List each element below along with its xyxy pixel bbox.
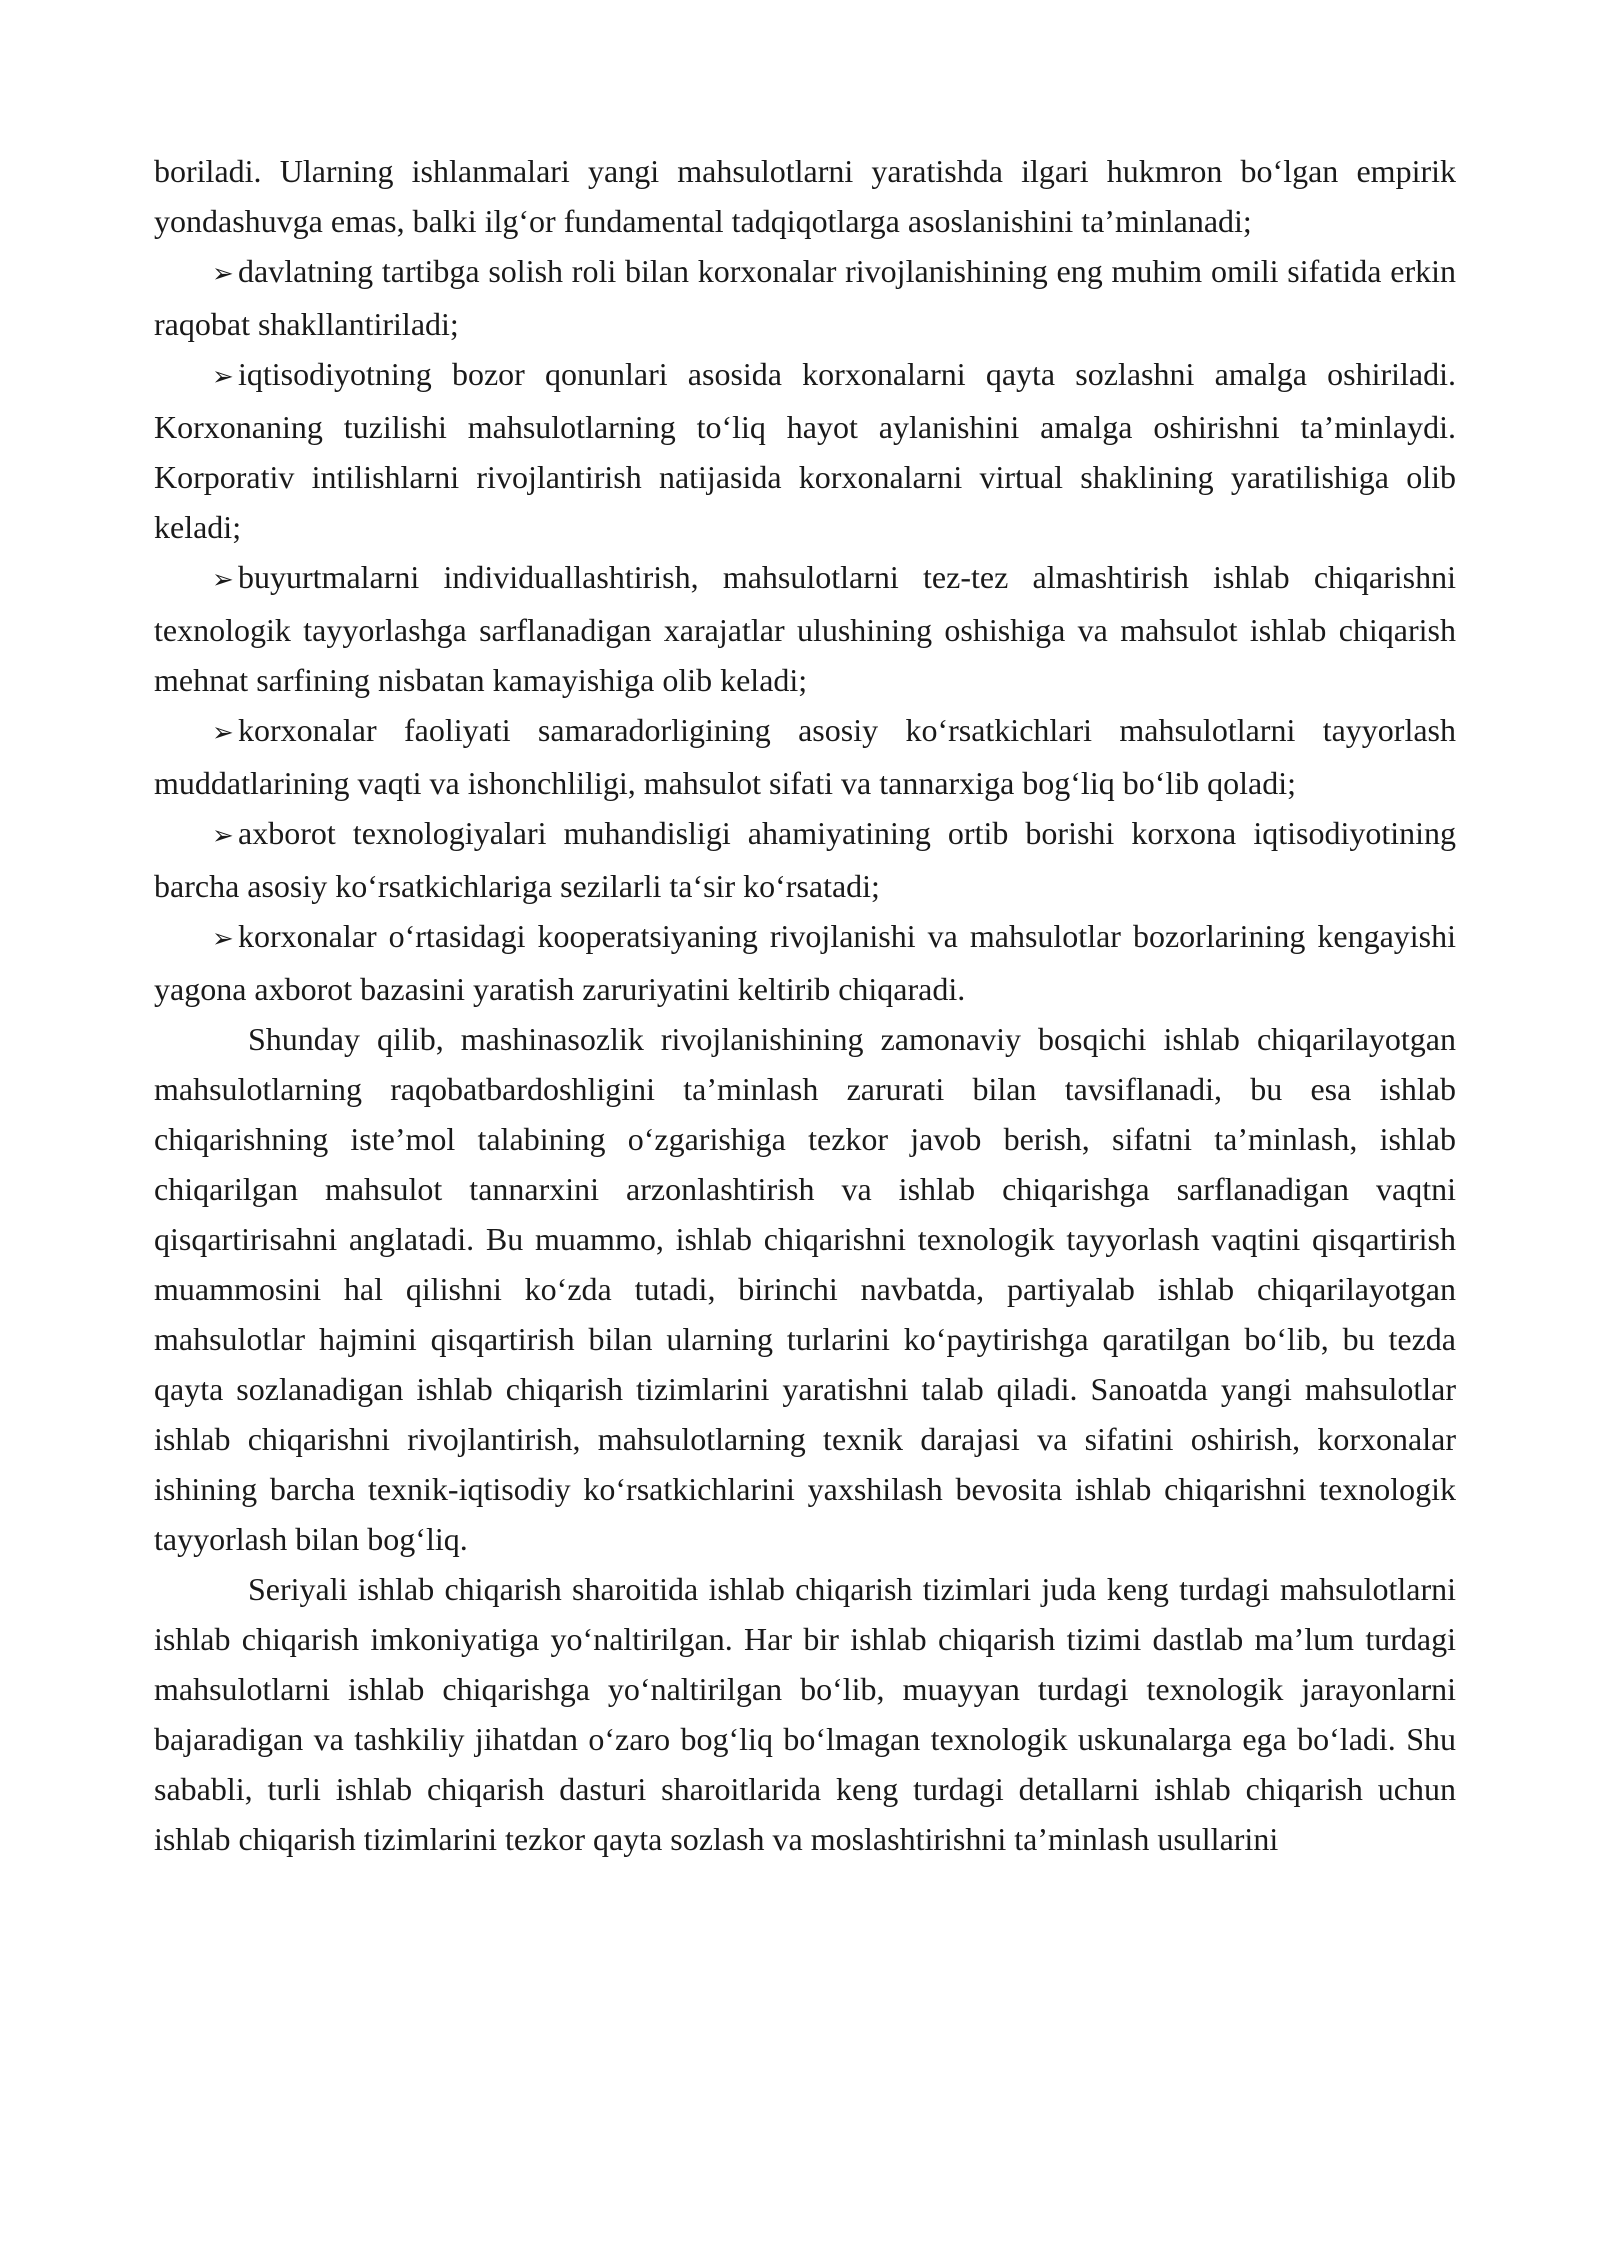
bullet-item [154,808,1456,911]
bullet-item [154,246,1456,349]
bullet-item [154,911,1456,1014]
arrow-bullet-icon: ➢ [212,259,234,289]
opening-paragraph: boriladi. Ularning ishlanmalari yangi mahsulotlarni yaratishda ilgari hukmron bo‘lgan empirik yondashuvga emas, balki ilg‘or fundamental tadqiqotlarga asoslanishini ta’minlanadi; [154,153,1456,239]
arrow-bullet-icon: ➢ [212,362,234,392]
arrow-bullet-icon: ➢ [212,924,234,954]
body-paragraph: Shunday qilib, mashinasozlik rivojlanishining zamonaviy bosqichi ishlab chiqarilayotgan mahsulotlarning raqobatbardoshligini ta’minlash zarurati bilan tavsiflanadi, bu esa ishlab chiqarishning iste’mol talabining o‘zgarishiga tezkor javob berish, sifatni ta’minlash, ishlab chiqarilgan mahsulot tannarxini arzonlashtirish va ishlab chiqarishga sarflanadigan vaqtni qisqartirisahni anglatadi. Bu muammo, ishlab chiqarishni texnologik tayyorlash vaqtini qisqartirish muammosini hal qilishni ko‘zda tutadi, birinchi navbatda, partiyalab ishlab chiqarilayotgan mahsulotlar hajmini qisqartirish bilan ularning turlarini ko‘paytirishga qaratilgan bo‘lib, bu tezda qayta sozlanadigan ishlab chiqarish tizimlarini yaratishni talab qiladi. Sanoatda yangi mahsulotlar ishlab chiqarishni rivojlantirish, mahsulotlarning texnik darajasi va sifatini oshirish, korxonalar ishining barcha texnik-iqtisodiy ko‘rsatkichlarini yaxshilash bevosita ishlab chiqarishni texnologik tayyorlash bilan bog‘liq. [154,1021,1456,1557]
bullet-text: davlatning tartibga solish roli bilan korxonalar rivojlanishining eng muhim omili sifatida erkin raqobat shakllantiriladi; [154,253,1456,342]
bullet-text: buyurtmalarni individuallashtirish, mahsulotlarni tez-tez almashtirish ishlab chiqarishni texnologik tayyorlashga sarflanadigan xarajatlar ulushining oshishiga va mahsulot ishlab chiqarish mehnat sarfining nisbatan kamayishiga olib keladi; [154,559,1456,698]
arrow-bullet-icon: ➢ [212,565,234,595]
bullet-text: axborot texnologiyalari muhandisligi ahamiyatining ortib borishi korxona iqtisodiyotining barcha asosiy ko‘rsatkichlariga sezilarli ta‘sir ko‘rsatadi; [154,815,1456,904]
bullet-item [154,552,1456,705]
document-page [154,146,1456,1864]
bullet-text: korxonalar faoliyati samaradorligining asosiy ko‘rsatkichlari mahsulotlarni tayyorlash muddatlarining vaqti va ishonchliligi, mahsulot sifati va tannarxiga bog‘liq bo‘lib qoladi; [154,712,1456,801]
bullet-text: iqtisodiyotning bozor qonunlari asosida korxonalarni qayta sozlashni amalga oshiriladi. Korxonaning tuzilishi mahsulotlarning to‘liq hayot aylanishini amalga oshirishni ta’minlaydi. Korporativ intilishlarni rivojlantirish natijasida korxonalarni virtual shaklining yaratilishiga olib keladi; [154,356,1456,545]
arrow-bullet-icon: ➢ [212,821,234,851]
bullet-item [154,349,1456,552]
bullet-text: korxonalar o‘rtasidagi kooperatsiyaning rivojlanishi va mahsulotlar bozorlarining kengayishi yagona axborot bazasini yaratish zaruriyatini keltirib chiqaradi. [154,918,1456,1007]
arrow-bullet-icon: ➢ [212,718,234,748]
bullet-item [154,705,1456,808]
body-paragraph: Seriyali ishlab chiqarish sharoitida ishlab chiqarish tizimlari juda keng turdagi mahsulotlarni ishlab chiqarish imkoniyatiga yo‘naltirilgan. Har bir ishlab chiqarish tizimi dastlab ma’lum turdagi mahsulotlarni ishlab chiqarishga yo‘naltirilgan bo‘lib, muayyan turdagi texnologik jarayonlarni bajaradigan va tashkiliy jihatdan o‘zaro bog‘liq bo‘lmagan texnologik uskunalarga ega bo‘ladi. Shu sababli, turli ishlab chiqarish dasturi sharoitlarida keng turdagi detallarni ishlab chiqarish uchun ishlab chiqarish tizimlarini tezkor qayta sozlash va moslashtirishni ta’minlash usullarini [154,1571,1456,1857]
